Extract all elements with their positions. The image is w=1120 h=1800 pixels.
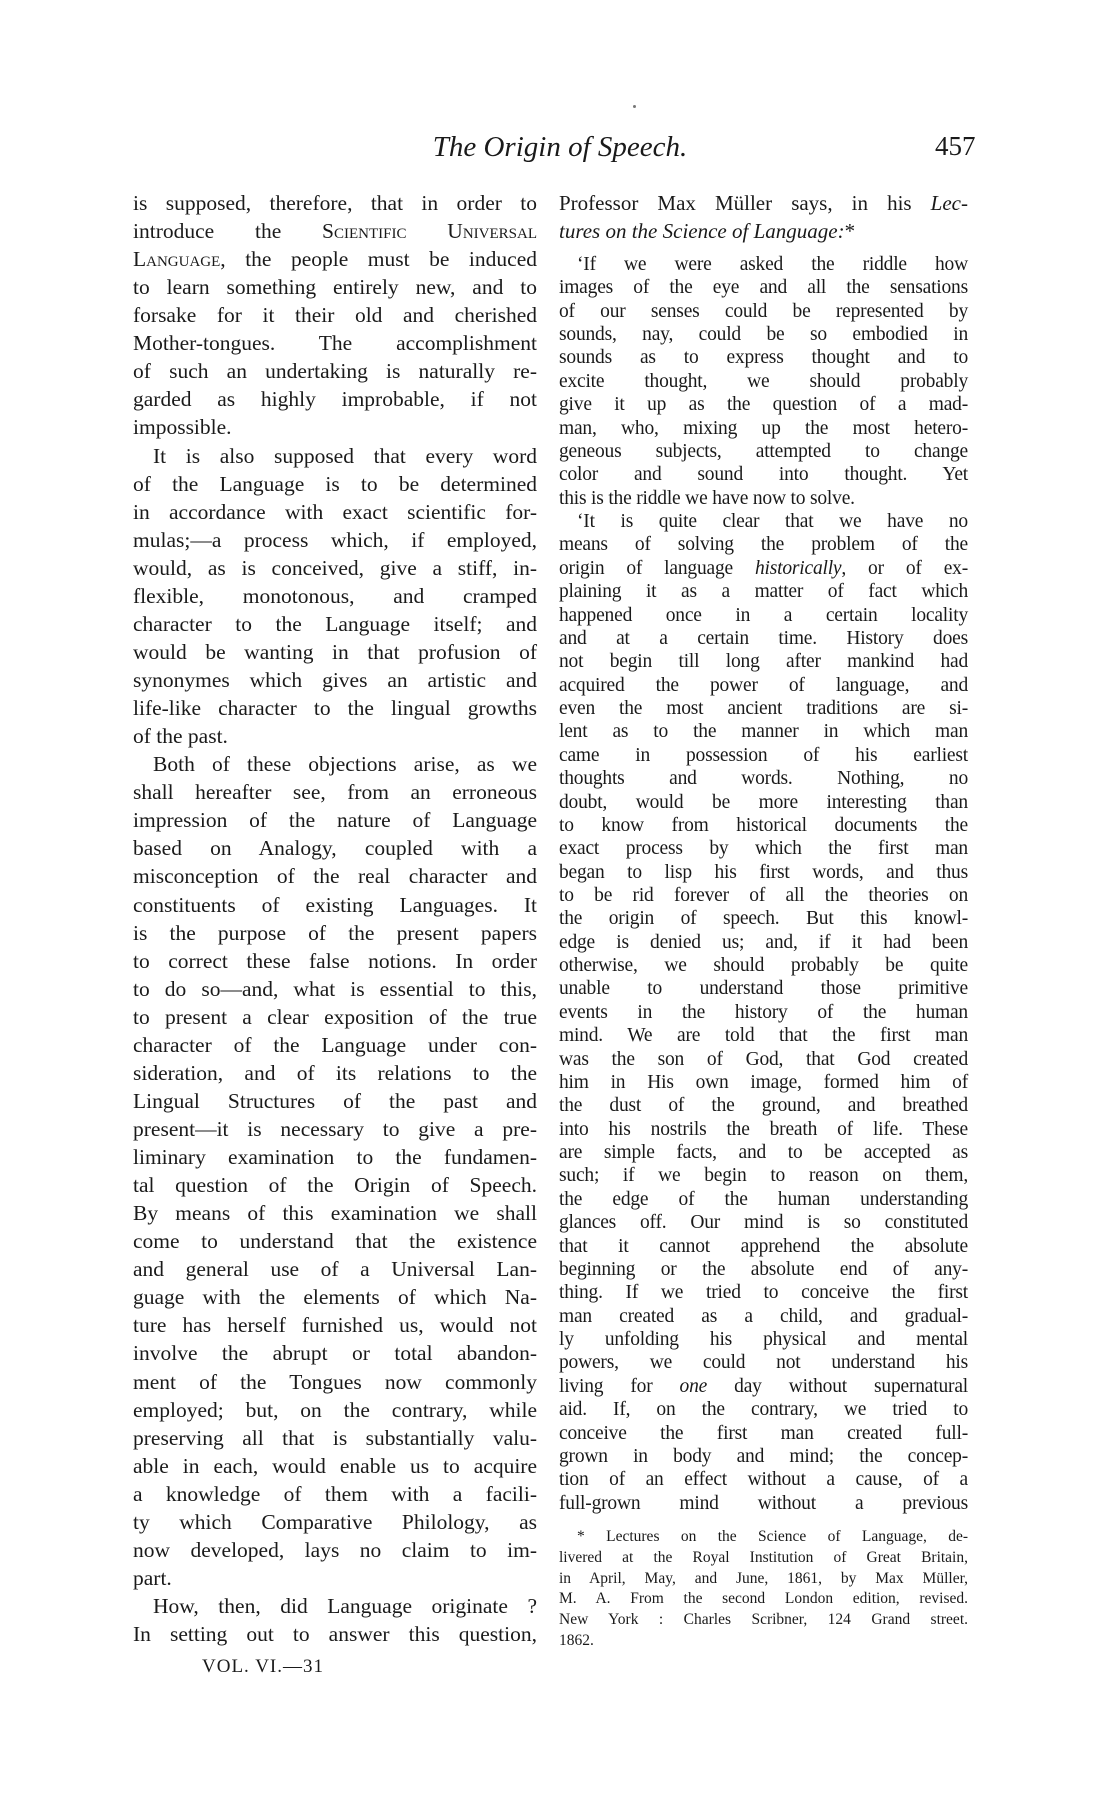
- text-line: liminary examination to the fundamen-: [133, 1145, 537, 1170]
- text-line: flexible, monotonous, and cramped: [133, 583, 537, 608]
- text-line: now developed, lays no claim to im-: [133, 1537, 537, 1562]
- text-line: color and sound into thought. Yet: [559, 464, 968, 486]
- text-line: preserving all that is substantially valu-: [133, 1425, 537, 1450]
- text-line: in April, May, and June, 1861, by Max Müller,: [559, 1569, 968, 1587]
- text-segment: historically: [754, 557, 842, 579]
- text-line: geneous subjects, attempted to change: [559, 440, 968, 462]
- text-line: ty which Comparative Philology, as: [133, 1509, 537, 1534]
- text-line: aid. If, on the contrary, we tried to: [559, 1399, 968, 1421]
- text-line: [133, 219, 537, 245]
- text-line: forsake for it their old and cherished: [133, 303, 537, 328]
- text-line: able in each, would enable us to acquire: [133, 1453, 537, 1478]
- text-line: sounds as to express thought and to: [559, 347, 968, 369]
- text-line: misconception of the real character and: [133, 864, 537, 889]
- text-line: mind. We are told that the first man: [559, 1025, 968, 1047]
- text-line: By means of this examination we shall: [133, 1201, 537, 1226]
- text-line: means of solving the problem of the: [559, 534, 968, 556]
- text-line: powers, we could not understand his: [559, 1352, 968, 1374]
- text-segment: living for: [559, 1375, 680, 1397]
- text-line: acquired the power of language, and: [559, 674, 968, 696]
- text-line: beginning or the absolute end of any-: [559, 1258, 968, 1280]
- text-line: [559, 1375, 968, 1398]
- text-line: to learn something entirely new, and to: [133, 275, 537, 300]
- running-title-text: The Origin of Speech.: [432, 131, 688, 163]
- text-segment: Lec-: [930, 191, 968, 215]
- text-line: guage with the elements of which Na-: [133, 1285, 537, 1310]
- text-line: sounds, nay, could be so embodied in: [559, 324, 968, 346]
- text-line: How, then, did Language originate ?: [153, 1594, 537, 1618]
- text-line: are simple facts, and to be accepted as: [559, 1142, 968, 1164]
- text-line: thing. If we tried to conceive the first: [559, 1282, 968, 1304]
- text-line: [559, 557, 968, 580]
- text-line: ly unfolding his physical and mental: [559, 1329, 968, 1351]
- text-line: to present a clear exposition of the true: [133, 1004, 537, 1029]
- text-line: not begin till long after mankind had: [559, 651, 968, 673]
- text-line: lent as to the manner in which man: [559, 721, 968, 743]
- text-segment: , or of ex-: [841, 557, 968, 579]
- text-line: would be wanting in that profusion of: [133, 639, 537, 664]
- text-line: to know from historical documents the: [559, 814, 968, 836]
- text-line: based on Analogy, coupled with a: [133, 836, 537, 861]
- text-line: and general use of a Universal Lan-: [133, 1257, 537, 1282]
- text-segment: origin of language: [559, 557, 755, 579]
- text-line: of our senses could be represented by: [559, 300, 968, 322]
- text-segment: introduce the: [133, 219, 323, 244]
- text-line: garded as highly improbable, if not: [133, 387, 537, 412]
- text-line: livered at the Royal Institution of Great Britain,: [559, 1548, 968, 1566]
- text-segment: one: [679, 1375, 708, 1397]
- text-line: man, who, mixing up the most hetero-: [559, 417, 968, 439]
- text-line: full-grown mind without a previous: [559, 1492, 968, 1514]
- text-line: tion of an effect without a cause, of a: [559, 1469, 968, 1491]
- text-line: conceive the first man created full-: [559, 1422, 968, 1444]
- text-line: M. A. From the second London edition, revised.: [559, 1590, 968, 1608]
- text-line: this is the riddle we have now to solve.: [559, 487, 855, 509]
- text-line: of the Language is to be determined: [133, 471, 537, 496]
- text-line: is the purpose of the present papers: [133, 920, 537, 945]
- text-line: glances off. Our mind is so constituted: [559, 1212, 968, 1234]
- text-line: that it cannot apprehend the absolute: [559, 1235, 968, 1257]
- text-line: edge is denied us; and, if it had been: [559, 931, 968, 953]
- text-segment: day without supernatural: [707, 1375, 968, 1397]
- text-line: ture has herself furnished us, would not: [133, 1313, 537, 1338]
- text-line: part.: [133, 1565, 172, 1590]
- text-segment: *: [844, 219, 856, 243]
- text-line: [133, 247, 537, 273]
- text-line: impression of the nature of Language: [133, 808, 537, 833]
- text-line: character of the Language under con-: [133, 1032, 537, 1057]
- text-line: of the past.: [133, 724, 228, 749]
- text-line: came in possession of his earliest: [559, 744, 968, 766]
- text-line: employed; but, on the contrary, while: [133, 1397, 537, 1422]
- text-line: even the most ancient traditions are si-: [559, 698, 968, 720]
- text-line: shall hereafter see, from an erroneous: [133, 780, 537, 805]
- text-line: ‘If we were asked the riddle how: [577, 254, 968, 275]
- text-line: give it up as the question of a mad-: [559, 394, 968, 416]
- text-line: doubt, would be more interesting than: [559, 791, 968, 813]
- text-line: would, as is conceived, give a stiff, in-: [133, 555, 537, 580]
- text-line: * Lectures on the Science of Language, de-: [577, 1528, 968, 1545]
- text-line: thoughts and words. Nothing, no: [559, 768, 968, 790]
- text-line: to correct these false notions. In order: [133, 948, 537, 973]
- text-line: is supposed, therefore, that in order to: [133, 191, 537, 215]
- text-line: synonymes which gives an artistic and: [133, 668, 537, 693]
- text-segment: , the people must be induced: [220, 247, 537, 272]
- text-line: tal question of the Origin of Speech.: [133, 1173, 537, 1198]
- text-line: 1862.: [559, 1632, 594, 1649]
- text-line: New York : Charles Scribner, 124 Grand street.: [559, 1611, 968, 1629]
- text-line: ment of the Tongues now commonly: [133, 1369, 537, 1394]
- text-line: happened once in a certain locality: [559, 604, 968, 626]
- text-line: man created as a child, and gradual-: [559, 1305, 968, 1327]
- text-line: exact process by which the first man: [559, 838, 968, 860]
- text-line: a knowledge of them with a facili-: [133, 1481, 537, 1506]
- text-segment: Scientific Universal: [322, 219, 537, 244]
- text-line: grown in body and mind; the concep-: [559, 1445, 968, 1467]
- text-line: constituents of existing Languages. It: [133, 892, 537, 917]
- text-line: and at a certain time. History does: [559, 627, 968, 649]
- text-line: Both of these objections arise, as we: [153, 752, 537, 777]
- text-line: began to lisp his first words, and thus: [559, 861, 968, 883]
- text-line: character to the Language itself; and: [133, 611, 537, 636]
- text-line: Mother-tongues. The accomplishment: [133, 331, 537, 356]
- text-segment: Language: [133, 247, 221, 272]
- text-line: such; if we begin to reason on them,: [559, 1165, 968, 1187]
- text-segment: Professor Max Müller says, in his: [559, 191, 931, 215]
- page-number: 457: [935, 131, 976, 161]
- text-line: present—it is necessary to give a pre-: [133, 1116, 537, 1141]
- text-line: unable to understand those primitive: [559, 978, 968, 1000]
- text-line: of such an undertaking is naturally re-: [133, 359, 537, 384]
- text-line: in accordance with exact scientific for-: [133, 499, 537, 524]
- text-line: excite thought, we should probably: [559, 370, 968, 392]
- text-line: impossible.: [133, 415, 232, 440]
- text-segment: tures on the Science of Language:: [559, 219, 845, 243]
- text-line: Lingual Structures of the past and: [133, 1088, 537, 1113]
- text-line: otherwise, we should probably be quite: [559, 955, 968, 977]
- text-line: the dust of the ground, and breathed: [559, 1095, 968, 1117]
- text-line: into his nostrils the breath of life. These: [559, 1118, 968, 1140]
- text-line: to be rid forever of all the theories on: [559, 884, 968, 906]
- text-line: ‘It is quite clear that we have no: [577, 511, 968, 533]
- text-line: [559, 219, 968, 244]
- text-line: mulas;—a process which, if employed,: [133, 527, 537, 552]
- text-line: sideration, and of its relations to the: [133, 1060, 537, 1085]
- text-line: plaining it as a matter of fact which: [559, 581, 968, 603]
- text-line: [559, 191, 968, 216]
- text-line: come to understand that the existence: [133, 1229, 537, 1254]
- text-line: involve the abrupt or total abandon-: [133, 1341, 537, 1366]
- text-line: It is also supposed that every word: [153, 443, 537, 468]
- text-line: to do so—and, what is essential to this,: [133, 976, 537, 1001]
- text-line: life-like character to the lingual growths: [133, 696, 537, 721]
- text-line: the edge of the human understanding: [559, 1188, 968, 1210]
- text-line: was the son of God, that God created: [559, 1048, 968, 1070]
- text-line: In setting out to answer this question,: [133, 1622, 537, 1647]
- print-speck: [633, 105, 636, 108]
- signature-mark: VOL. VI.—31: [202, 1656, 325, 1677]
- text-line: images of the eye and all the sensations: [559, 277, 968, 299]
- text-line: the origin of speech. But this knowl-: [559, 908, 968, 930]
- text-line: him in His own image, formed him of: [559, 1071, 968, 1093]
- text-line: events in the history of the human: [559, 1001, 968, 1023]
